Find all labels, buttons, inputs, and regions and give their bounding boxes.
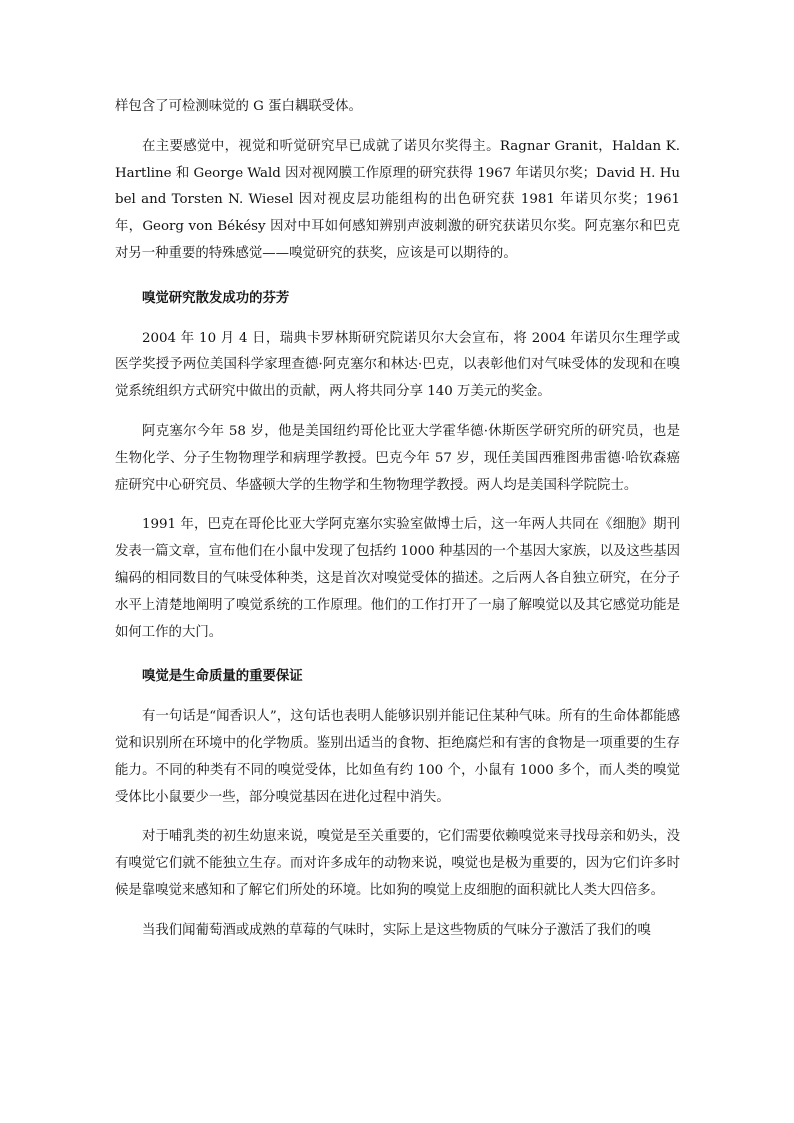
paragraph-smell-recognition: 有一句话是“闻香识人”，这句话也表明人能够识别并能记住某种气味。所有的生命体都能感觉和识别所在环境中的化学物质。鉴别出适当的食物、拒绝腐烂和有害的食物是一项重要的生存能力。不同的种类有不同的嗅觉受体，比如鱼有约 100 个，小鼠有 1000 多个，而人类的嗅觉受体比小鼠要少一些，部分嗅觉基因在进化过程中消失。 (115, 709, 680, 805)
paragraph-1991-discovery: 1991 年，巴克在哥伦比亚大学阿克塞尔实验室做博士后，这一年两人共同在《细胞》期刊发表一篇文章，宣布他们在小鼠中发现了包括约 1000 种基因的一个基因大家族，以及这些基因编码的相同数目的气味受体种类，这是首次对嗅觉受体的描述。之后两人各自独立研究，在分子水平上清楚地阐明了嗅觉系统的工作原理。他们的工作打开了一扇了解嗅觉以及其它感觉功能是如何工作的大门。 (115, 517, 680, 640)
section-heading-life-quality: 嗅觉是生命质量的重要保证 (142, 668, 303, 685)
paragraph-continued: 样包含了可检测味觉的 G 蛋白耦联受体。 (115, 99, 362, 114)
paragraph-wine-strawberry: 当我们闻葡萄酒或成熟的草莓的气味时，实际上是这些物质的气味分子激活了我们的嗅 (142, 922, 651, 938)
paragraph-nobel-history: 在主要感觉中，视觉和听觉研究早已成就了诺贝尔奖得主。Ragnar Granit，Haldan K. Hartline 和 George Wald 因对视网膜工作原理的研究获得 1967 年诺贝尔奖；David H. Hubel and Torsten N. Wiesel 因对视皮层功能组构的出色研究获 1981 年诺贝尔奖；1961 年，Georg von Békésy 因对中耳如何感知辨别声波刺激的研究获诺贝尔奖。阿克塞尔和巴克对另一种重要的特殊感觉——嗅觉研究的获奖，应该是可以期待的。 (115, 138, 680, 261)
paragraph-announcement: 2004 年 10 月 4 日，瑞典卡罗林斯研究院诺贝尔大会宣布，将 2004 年诺贝尔生理学或医学奖授予两位美国科学家理查德·阿克塞尔和林达·巴克，以表彰他们对气味受体的发现和在嗅觉系统组织方式研究中做出的贡献，两人将共同分享 140 万美元的奖金。 (115, 330, 680, 400)
paragraph-mammals: 对于哺乳类的初生幼崽来说，嗅觉是至关重要的，它们需要依赖嗅觉来寻找母亲和奶头，没有嗅觉它们就不能独立生存。而对许多成年的动物来说，嗅觉也是极为重要的，因为它们许多时候是靠嗅觉来感知和了解它们所处的环境。比如狗的嗅觉上皮细胞的面积就比人类大四倍多。 (115, 829, 680, 898)
section-heading-research-success: 嗅觉研究散发成功的芬芳 (142, 289, 290, 306)
paragraph-biography: 阿克塞尔今年 58 岁，他是美国纽约哥伦比亚大学霍华德·休斯医学研究所的研究员，也是生物化学、分子生物物理学和病理学教授。巴克今年 57 岁，现任美国西雅图弗雷德·哈钦森癌症研究中心研究员、华盛顿大学的生物学和生物物理学教授。两人均是美国科学院院士。 (115, 423, 680, 493)
